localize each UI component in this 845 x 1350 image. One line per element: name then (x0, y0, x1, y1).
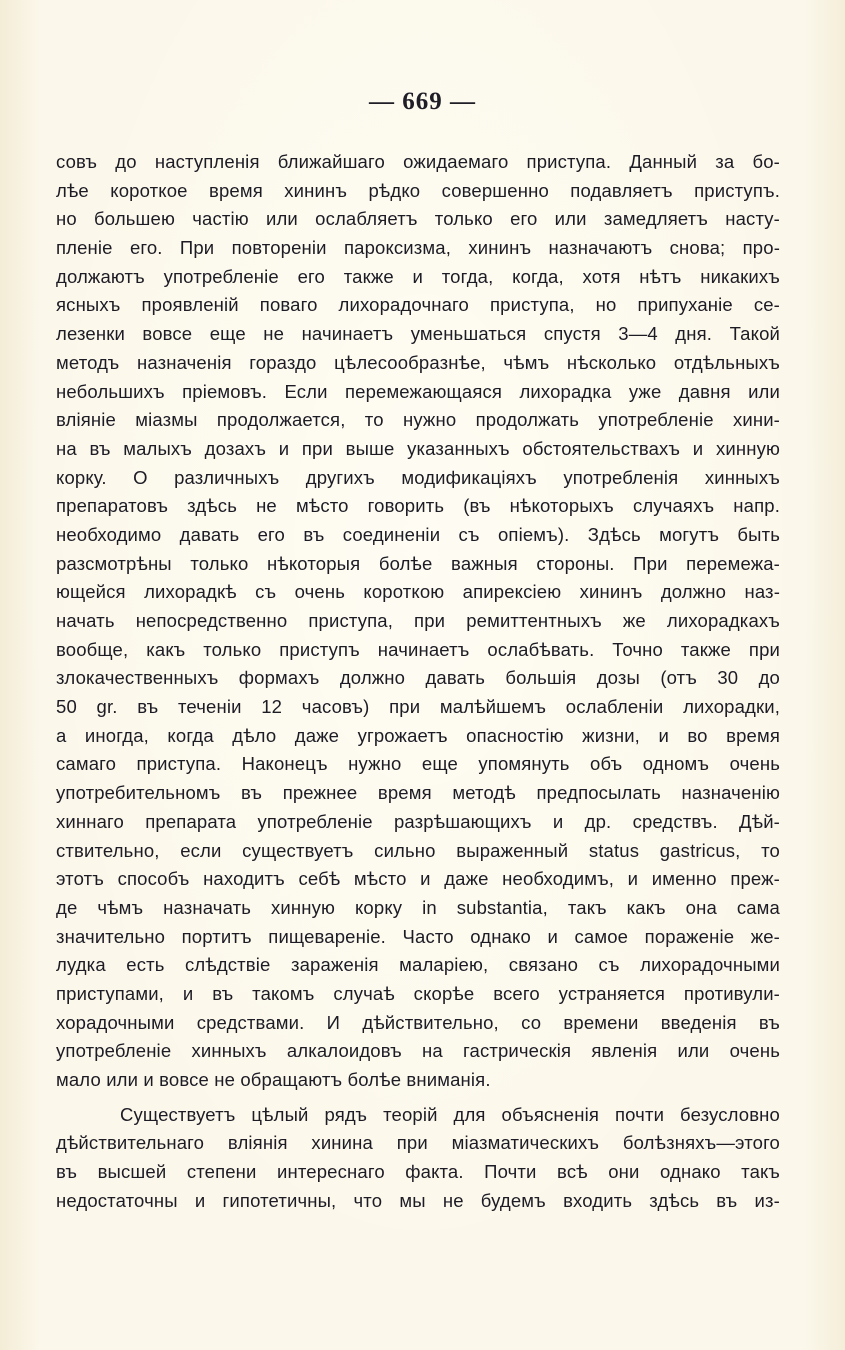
text-line: ющейся лихорадкѣ съ очень короткою апирексіею хининъ должно наз- (56, 581, 780, 603)
text-line: самаго приступа. Наконецъ нужно еще упомянуть объ одномъ очень (56, 753, 780, 775)
text-line: лудка есть слѣдствіе зараженія маларіею, связано съ лихорадочными (56, 954, 780, 976)
text-line: хиннаго препарата употребленіе разрѣшающихъ и др. средствъ. Дѣй- (56, 810, 780, 832)
text-line: дѣйствительнаго вліянія хинина при міазматическихъ болѣзняхъ—этого (56, 1132, 780, 1154)
text-line: въ высшей степени интереснаго факта. Почти всѣ они однако такъ (56, 1161, 780, 1183)
text-line: необходимо давать его въ соединеніи съ опіемъ). Здѣсь могутъ быть (56, 523, 780, 545)
text-line: начать непосредственно приступа, при ремиттентныхъ же лихорадкахъ (56, 610, 780, 631)
text-line: на въ малыхъ дозахъ и при выше указанныхъ обстоятельствахъ и хинную (56, 437, 780, 459)
text-line: недостаточны и гипотетичны, что мы не будемъ входить здѣсь въ из- (56, 1189, 780, 1211)
text-line: корку. О различныхъ другихъ модификаціяхъ употребленія хинныхъ (56, 466, 780, 488)
text-line: ствительно, если существуетъ сильно выраженный status gastricus, то (56, 839, 780, 861)
text-line: препаратовъ здѣсь не мѣсто говорить (въ нѣкоторыхъ случаяхъ напр. (56, 495, 780, 517)
text-line: методъ назначенія гораздо цѣлесообразнѣе, чѣмъ нѣсколько отдѣльныхъ (56, 351, 780, 373)
paragraph-1 (56, 148, 780, 1095)
text-line: приступами, и въ такомъ случаѣ скорѣе всего устраняется противули- (56, 982, 780, 1004)
text-line: 50 gr. въ теченіи 12 часовъ) при малѣйшемъ ослабленіи лихорадки, (56, 696, 780, 718)
text-line: употребительномъ въ прежнее время методѣ предпосылать назначенію (56, 782, 780, 804)
text-line: небольшихъ пріемовъ. Если перемежающаяся лихорадка уже давня или (56, 380, 780, 402)
text-line: вліяніе міазмы продолжается, то нужно продолжать употребленіе хини- (56, 409, 780, 431)
text-line: значительно портитъ пищевареніе. Часто однако и самое пораженіе же- (56, 925, 780, 947)
text-line: совъ до наступленія ближайшаго ожидаемаго приступа. Данный за бо- (56, 151, 780, 172)
text-line: а иногда, когда дѣло даже угрожаетъ опасностію жизни, и во время (56, 724, 780, 746)
text-line: вообще, какъ только приступъ начинаетъ ослабѣвать. Точно также при (56, 638, 780, 660)
text-line: мало или и вовсе не обращаютъ болѣе вниманія. (56, 1069, 491, 1090)
text-line: хорадочными средствами. И дѣйствительно, со времени введенія въ (56, 1011, 780, 1033)
body-text (56, 148, 780, 1215)
text-line: пленіе его. При повтореніи пароксизма, хининъ назначаютъ снова; про- (56, 237, 780, 259)
text-line: Существуетъ цѣлый рядъ теорій для объясненія почти безусловно (120, 1103, 780, 1125)
text-line: но большею частію или ослабляетъ только его или замедляетъ насту- (56, 208, 780, 230)
text-line: злокачественныхъ формахъ должно давать большія дозы (отъ 30 до (56, 667, 780, 689)
text-line: де чѣмъ назначать хинную корку in substantia, такъ какъ она сама (56, 896, 780, 918)
paragraph-2 (56, 1101, 780, 1216)
text-line: лезенки вовсе еще не начинаетъ уменьшаться спустя 3—4 дня. Такой (56, 323, 780, 345)
text-line: употребленіе хинныхъ алкалоидовъ на гастрическія явленія или очень (56, 1040, 780, 1062)
text-line: разсмотрѣны только нѣкоторыя болѣе важныя стороны. При перемежа- (56, 552, 780, 574)
text-line: ясныхъ проявленій поваго лихорадочнаго приступа, но припуханіе се- (56, 294, 780, 316)
page-number: — 669 — (369, 88, 476, 115)
text-line: должаютъ употребленіе его также и тогда, когда, хотя нѣтъ никакихъ (56, 265, 780, 287)
text-line: этотъ способъ находитъ себѣ мѣсто и даже необходимъ, и именно преж- (56, 868, 780, 890)
text-line: лѣе короткое время хининъ рѣдко совершенно подавляетъ приступъ. (56, 179, 780, 201)
